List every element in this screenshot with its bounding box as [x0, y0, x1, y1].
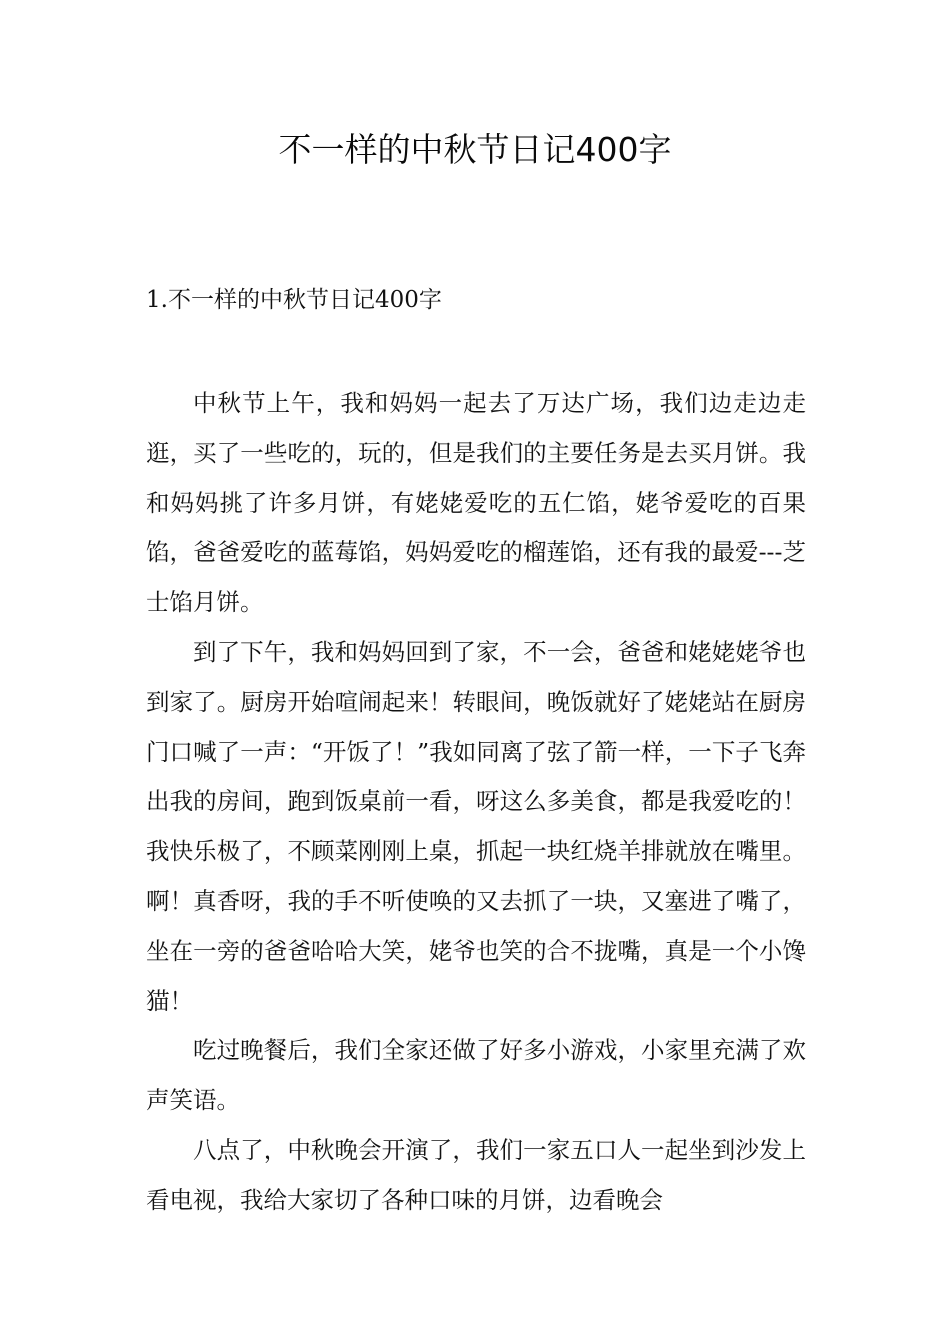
paragraph-3: 吃过晚餐后，我们全家还做了好多小游戏，小家里充满了欢声笑语。	[146, 1036, 806, 1115]
body-text	[146, 379, 806, 1226]
paragraph-2: 到了下午，我和妈妈回到了家，不一会，爸爸和姥姥姥爷也到家了。厨房开始喧闹起来！转眼间，晚饭就好了姥姥站在厨房门口喊了一声：“开饭了！”我如同离了弦了箭一样，一下子飞奔出我的房间，跑到饭桌前一看，呀这么多美食，都是我爱吃的！我快乐极了，不顾菜刚刚上桌，抓起一块红烧羊排就放在嘴里。啊！真香呀，我的手不听使唤的又去抓了一块，又塞进了嘴了，坐在一旁的爸爸哈哈大笑，姥爷也笑的合不拢嘴，真是一个小馋猫！	[146, 637, 806, 1015]
paragraph-1: 中秋节上午，我和妈妈一起去了万达广场，我们边走边走逛，买了一些吃的，玩的，但是我们的主要任务是去买月饼。我和妈妈挑了许多月饼，有姥姥爱吃的五仁馅，姥爷爱吃的百果馅，爸爸爱吃的蓝莓馅，妈妈爱吃的榴莲馅，还有我的最爱---芝士馅月饼。	[146, 389, 806, 617]
paragraph-4: 八点了，中秋晚会开演了，我们一家五口人一起坐到沙发上看电视，我给大家切了各种口味的月饼，边看晚会	[146, 1135, 806, 1214]
document-title: 不一样的中秋节日记400字	[278, 130, 672, 169]
section-heading: 1.不一样的中秋节日记400字	[146, 287, 442, 313]
